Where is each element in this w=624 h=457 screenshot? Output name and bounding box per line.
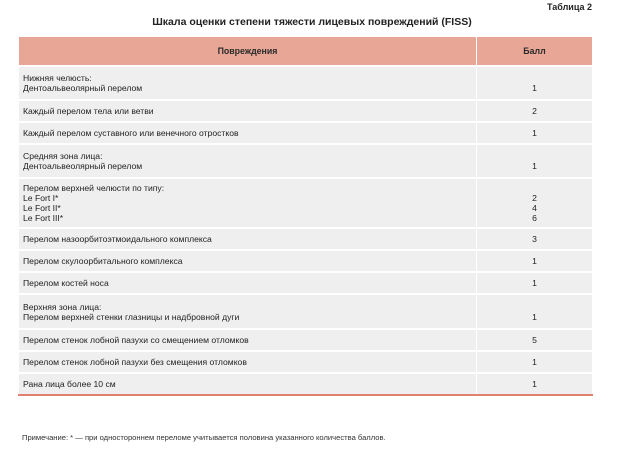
score-value	[481, 302, 588, 312]
injury-text: Каждый перелом тела или ветви	[23, 106, 154, 116]
injury-cell	[19, 351, 477, 373]
injury-cell	[19, 250, 477, 272]
injury-cell	[19, 66, 477, 100]
table-row	[19, 272, 593, 294]
injury-cell	[19, 178, 477, 228]
injury-text: Перелом верхней челюсти по типу:	[23, 183, 165, 193]
injury-text: Le Fort I*	[23, 193, 59, 203]
injury-cell	[19, 272, 477, 294]
table-row	[19, 144, 593, 178]
score-cell	[477, 100, 593, 122]
table-title: Шкала оценки степени тяжести лицевых повреждений (FISS)	[152, 16, 472, 28]
score-value	[481, 73, 588, 83]
table-row	[19, 329, 593, 351]
score-cell	[477, 144, 593, 178]
injury-text: Средняя зона лица:	[23, 151, 103, 161]
injury-text: Перелом назоорбитоэтмоидального комплекса	[23, 234, 212, 244]
injury-cell	[19, 294, 477, 329]
injury-cell	[19, 329, 477, 351]
score-value: 4	[532, 203, 537, 213]
score-value: 1	[532, 161, 537, 171]
injury-text: Рана лица более 10 см	[23, 379, 116, 389]
injury-text: Le Fort II*	[23, 203, 61, 213]
injury-cell	[19, 100, 477, 122]
injury-cell	[19, 122, 477, 144]
column-header-injuries: Повреждения	[19, 37, 477, 67]
score-value: 1	[532, 128, 537, 138]
score-cell	[477, 329, 593, 351]
table-row	[19, 228, 593, 250]
score-value: 2	[532, 193, 537, 203]
table-row	[19, 178, 593, 228]
score-cell	[477, 351, 593, 373]
fiss-table	[18, 36, 593, 396]
injury-text: Перелом костей носа	[23, 278, 109, 288]
score-value: 1	[532, 357, 537, 367]
table-row	[19, 250, 593, 272]
table-row	[19, 373, 593, 395]
table-note: Примечание: * — при одностороннем переломе учитывается половина указанного количества баллов.	[22, 433, 386, 442]
injury-text: Каждый перелом суставного или венечного отростков	[23, 128, 239, 138]
score-value	[481, 151, 588, 161]
table-number: Таблица 2	[546, 2, 592, 12]
column-header-score: Балл	[477, 37, 593, 67]
injury-cell	[19, 373, 477, 395]
score-value: 1	[532, 379, 537, 389]
injury-text: Перелом верхней стенки глазницы и надбровной дуги	[23, 311, 240, 322]
score-value: 5	[532, 335, 537, 345]
table-row	[19, 351, 593, 373]
score-cell	[477, 228, 593, 250]
injury-text: Верхняя зона лица:	[23, 301, 102, 312]
injury-text: Le Fort III*	[23, 213, 64, 223]
score-value: 1	[532, 311, 537, 322]
score-value: 6	[532, 213, 537, 223]
score-value: 1	[532, 83, 537, 93]
injury-cell	[19, 228, 477, 250]
injury-text: Перелом стенок лобной пазухи со смещением отломков	[23, 335, 249, 345]
score-value: 3	[532, 234, 537, 244]
score-value: 2	[532, 106, 537, 116]
table-row	[19, 100, 593, 122]
injury-text: Перелом стенок лобной пазухи без смещения отломков	[23, 357, 247, 367]
score-cell	[477, 122, 593, 144]
table-row	[19, 122, 593, 144]
score-cell	[477, 294, 593, 329]
score-cell	[477, 178, 593, 228]
injury-text: Перелом скулоорбитального комплекса	[23, 256, 183, 266]
table-row	[19, 66, 593, 100]
score-value: 1	[532, 278, 537, 288]
score-value	[481, 183, 588, 193]
table-header-row	[19, 37, 593, 67]
score-cell	[477, 250, 593, 272]
injury-text: Дентоальвеолярный перелом	[23, 161, 143, 171]
score-cell	[477, 66, 593, 100]
table-row	[19, 294, 593, 329]
score-value: 1	[532, 256, 537, 266]
injury-text: Нижняя челюсть:	[23, 73, 92, 83]
score-cell	[477, 373, 593, 395]
score-cell	[477, 272, 593, 294]
injury-text: Дентоальвеолярный перелом	[23, 83, 143, 93]
injury-cell	[19, 144, 477, 178]
